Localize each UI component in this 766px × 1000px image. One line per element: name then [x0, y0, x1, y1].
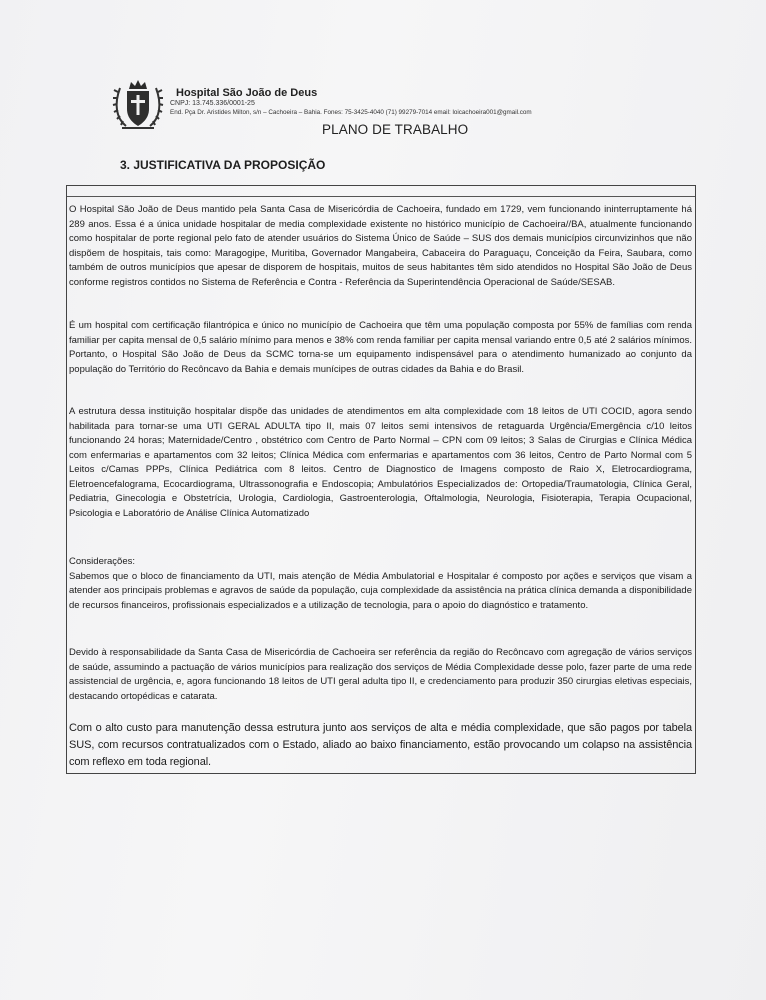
- paragraph-considerations: Considerações: Sabemos que o bloco de financiamento da UTI, mais atenção de Média Ambulatorial e Hospitalar é composto por ações e serviços que visam a atender aos principais problemas e agravos de saúde da população, cuja complexidade da assistência na prática clínica demanda a disponibilidade de recursos financeiros, profissionais especializados e a utilização de tecnologia, para o apoio do diagnóstico e tratamento.: [69, 556, 692, 611]
- paragraph-history: O Hospital São João de Deus mantido pela Santa Casa de Misericórdia de Cachoeira, fundado em 1729, vem funcionando ininterruptamente há 289 anos. Essa é a única unidade hospitalar de media complexidade existente no histórico município de Cachoeira//BA, atualmente funcionando como hospitalar de porte regional pelo fato de atender usuários do Sistema Único de Saúde – SUS dos demais municípios circunvizinhos que não dispõem de hospitais, tais como: Maragogipe, Muritiba, Governador Mangabeira, Cabaceira do Paraguaçu, Conceição da Feira, Saubara, como também de outros municípios que apesar de disporem de hospitais, muitos de seus habitantes têm sido atendidos no Hospital São João de Deus conforme registros contidos no Sistema de Referência e Contra - Referência da Superintendência Operacional de Saúde/SESAB.: [69, 204, 692, 288]
- crown-icon: [129, 80, 147, 89]
- paragraph-cost: Com o alto custo para manutenção dessa estrutura junto aos serviços de alta e média complexidade, que são pagos por tabela SUS, com recursos contratualizados com o Estado, aliado ao baixo financiamento, estão provocando um colapso na assistência com reflexo em toda regional.: [69, 722, 692, 768]
- paragraph-certification: É um hospital com certificação filantrópica e único no município de Cachoeira que têm uma população composta por 55% de famílias com renda familiar per capita mensal de 0,5 salário mínimo para menos e 38% com renda familiar per capita mensal variando entre 0,5 até 2 salários mínimos. Portanto, o Hospital São João de Deus da SCMC torna-se um equipamento indispensável para o atendimento humanizado ao conjunto da população do Território do Recôncavo da Bahia e demais munícipes de outras cidades da Bahia e do Brasil.: [69, 320, 692, 375]
- hospital-name: Hospital São João de Deus: [176, 87, 318, 99]
- left-laurel-icon: [117, 88, 126, 126]
- paragraph-responsibility: Devido à responsabilidade da Santa Casa de Misericórdia de Cachoeira ser referência da região do Recôncavo com agregação de vários serviços de saúde, assumindo a pactuação de vários municípios para realização dos serviços de Média Complexidade desse polo, fazer parte de uma rede assistencial de urgência, e, agora funcionando 18 leitos de UTI geral adulta tipo II, e credenciamento para produzir 350 cirurgias eletivas especiais, destacando ortopédicas e catarata.: [69, 647, 692, 702]
- box-top-rule: [67, 196, 695, 197]
- paragraph-structure: A estrutura dessa instituição hospitalar dispõe das unidades de atendimentos em alta complexidade com 18 leitos de UTI COCID, agora sendo habilitada para tornar-se uma UTI GERAL ADULTA tipo II, mais 07 leitos semi intensivos de retaguarda Urgência/Emergência c/10 leitos funcionando 24 horas; Maternidade/Centro , obstétrico com Centro de Parto Normal – CPN com 09 leitos; 3 Salas de Cirurgias e Clínica Médica com enfermarias e apartamentos com 32 leitos; Clínica Médica com enfermarias e apartamentos com 36 leitos, Centro de Parto Normal com 5 Leitos c/Camas PPPs, Clínica Pediátrica com 8 leitos. Centro de Diagnostico de Imagens composto de Raio X, Eletrocardiograma, Eletroencefalograma, Ecocardiograma, Ultrassonografia e Endoscopia; Ambulatórios Especializados de: Ortopedia/Traumatologia, Clínica Geral, Pediatria, Ginecologia e Obstetrícia, Urologia, Cardiologia, Gastroenterologia, Oftalmologia, Neurologia, Fisioterapia, Terapia Ocupacional, Psicologia e Laboratório de Análise Clínica Automatizado: [69, 406, 692, 519]
- address-line: End. Pça Dr. Aristides Milton, s/n – Cachoeira – Bahia. Fones: 75-3425-4040 (71) 99279-7014 email: loicachoeira001@gmail.com: [170, 109, 532, 116]
- justification-box: [66, 185, 696, 774]
- section-heading: 3. JUSTIFICATIVA DA PROPOSIÇÃO: [120, 158, 326, 172]
- cnpj-line: CNPJ: 13.745.336/0001-25: [170, 100, 255, 107]
- right-laurel-icon: [150, 88, 159, 126]
- hospital-crest-logo: [112, 76, 164, 132]
- document-title: PLANO DE TRABALHO: [322, 122, 469, 137]
